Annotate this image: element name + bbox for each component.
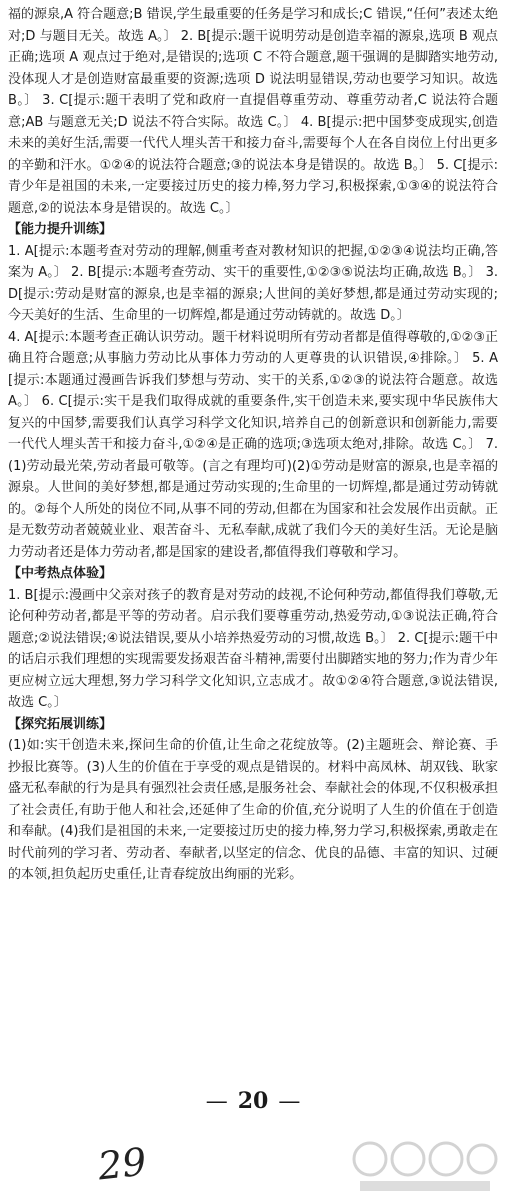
watermark-logo bbox=[350, 1137, 500, 1195]
page-number-value: 20 bbox=[237, 1088, 269, 1114]
section-title-ability: 【能力提升训练】 bbox=[8, 222, 113, 237]
page-number-dash-left: — bbox=[205, 1089, 228, 1114]
page-number bbox=[0, 1088, 506, 1114]
handwritten-note: 29 bbox=[95, 1139, 149, 1189]
section-title-explore: 【探究拓展训练】 bbox=[8, 716, 113, 732]
answer-paragraph-exam-hotspot: 1. B[提示:漫画中父亲对孩子的教育是对劳动的歧视,不论何种劳动,都值得我们尊敬,无论何种劳动者,都是平等的劳动者。启示我们要尊重劳动,热爱劳动,①③说法正确,符合题意;②说法错误;④说法错误,要从小培养热爱劳动的习惯,故选 B。〕 2. C[提示:题干中的话启示我们理想的实现需要发扬艰苦奋斗精神,需要付出脚踏实地的努力;作为青少年更应树立远大理想,努力学习科学文化知识,立志成才。故①②④符合题意,③说法错误,故选 C。〕 bbox=[8, 587, 498, 710]
page-number-dash-right: — bbox=[278, 1089, 301, 1114]
section-title-exam-hotspot: 【中考热点体验】 bbox=[8, 566, 113, 581]
answer-paragraph-explore: (1)如:实干创造未来,探问生命的价值,让生命之花绽放等。(2)主题班会、辩论赛、手抄报比赛等。(3)人生的价值在于享受的观点是错误的。材料中高凤林、胡双钱、耿家盛无私奉献的行为是具有强烈社会责任感,是服务社会、奉献社会的体现,不仅积极承担了社会责任,有助于他人和社会,还延伸了生命的价值,充分说明了人生的价值在于创造和奉献。(4)我们是祖国的未来,一定要接过历史的接力棒,努力学习,积极探索,勇敢走在时代前列的学习者、劳动者、奉献者,以坚定的信念、优良的品德、丰富的知识、过硬的本领,担负起历史重任,让青春绽放出绚丽的光彩。 bbox=[8, 738, 498, 882]
answer-paragraph-ability-2: 4. A[提示:本题考查正确认识劳动。题干材料说明所有劳动者都是值得尊敬的,①②③正确且符合题意;从事脑力劳动比从事体力劳动的人更尊贵的认识错误,④排除。〕 5. A[提示:本题通过漫画告诉我们梦想与劳动、实干的关系,①②③的说法符合题意。故选 A。〕 6. C[提示:实干是我们取得成就的重要条件,实干创造未来,要实现中华民族伟大复兴的中国梦,需要我们认真学习科学文化知识,培养自己的创新意识和创新能力,需要一代代人埋头苦干和接力奋斗,①②④是正确的选项;③选项太绝对,排除。故选 C。〕 7. (1)劳动最光荣,劳动者最可敬等。(言之有理均可)(2)①劳动是财富的源泉,也是幸福的源泉。人世间的美好梦想,都是通过劳动实现的;生命里的一切辉煌,都是通过劳动铸就的。②每个人所处的岗位不同,从事不同的劳动,但都在为国家和社会发展作出贡献。正是无数劳动者兢兢业业、艰苦奋斗、无私奉献,成就了我们今天的美好生活。无论是脑力劳动者还是体力劳动者,都是国家的建设者,都值得我们尊敬和学习。 bbox=[8, 329, 498, 560]
answer-paragraph-ability-1: 1. A[提示:本题考查对劳动的理解,侧重考查对教材知识的把握,①②③④说法均正确,答案为 A。〕 2. B[提示:本题考查劳动、实干的重要性,①②③⑤说法均正确,故选 B。〕 3. D[提示:劳动是财富的源泉,也是幸福的源泉;人世间的美好梦想,都是通过劳动实现的;今天美好的生活、生命里的一切辉煌,都是通过劳动铸就的。故选 D。〕 bbox=[8, 243, 498, 323]
answer-content bbox=[8, 4, 498, 886]
answer-paragraph-intro: 福的源泉,A 符合题意;B 错误,学生最重要的任务是学习和成长;C 错误,“任何”表述太绝对;D 与题目无关。故选 A。〕 2. B[提示:题干说明劳动是创造幸福的源泉,选项 B 观点正确;选项 A 观点过于绝对,是错误的;选项 C 不符合题意,题干强调的是脚踏实地劳动,没体现人才是创造财富最重要的资源;选项 D 说法明显错误,劳动也要学习知识。故选 B。〕 3. C[提示:题干表明了党和政府一直提倡尊重劳动、尊重劳动者,C 说法符合题意;AB 与题意无关;D 说法不符合实际。故选 C。〕 4. B[提示:把中国梦变成现实,创造未来的美好生活,需要一代代人埋头苦干和接力奋斗,需要每个人在各自岗位上付出更多的辛勤和汗水。①②④的说法符合题意;③的说法本身是错误的。故选 B。〕 5. C[提示:青少年是祖国的未来,一定要接过历史的接力棒,努力学习,积极探索,①③④的说法符合题意,②的说法本身是错误的。故选 C。〕 bbox=[8, 7, 498, 216]
